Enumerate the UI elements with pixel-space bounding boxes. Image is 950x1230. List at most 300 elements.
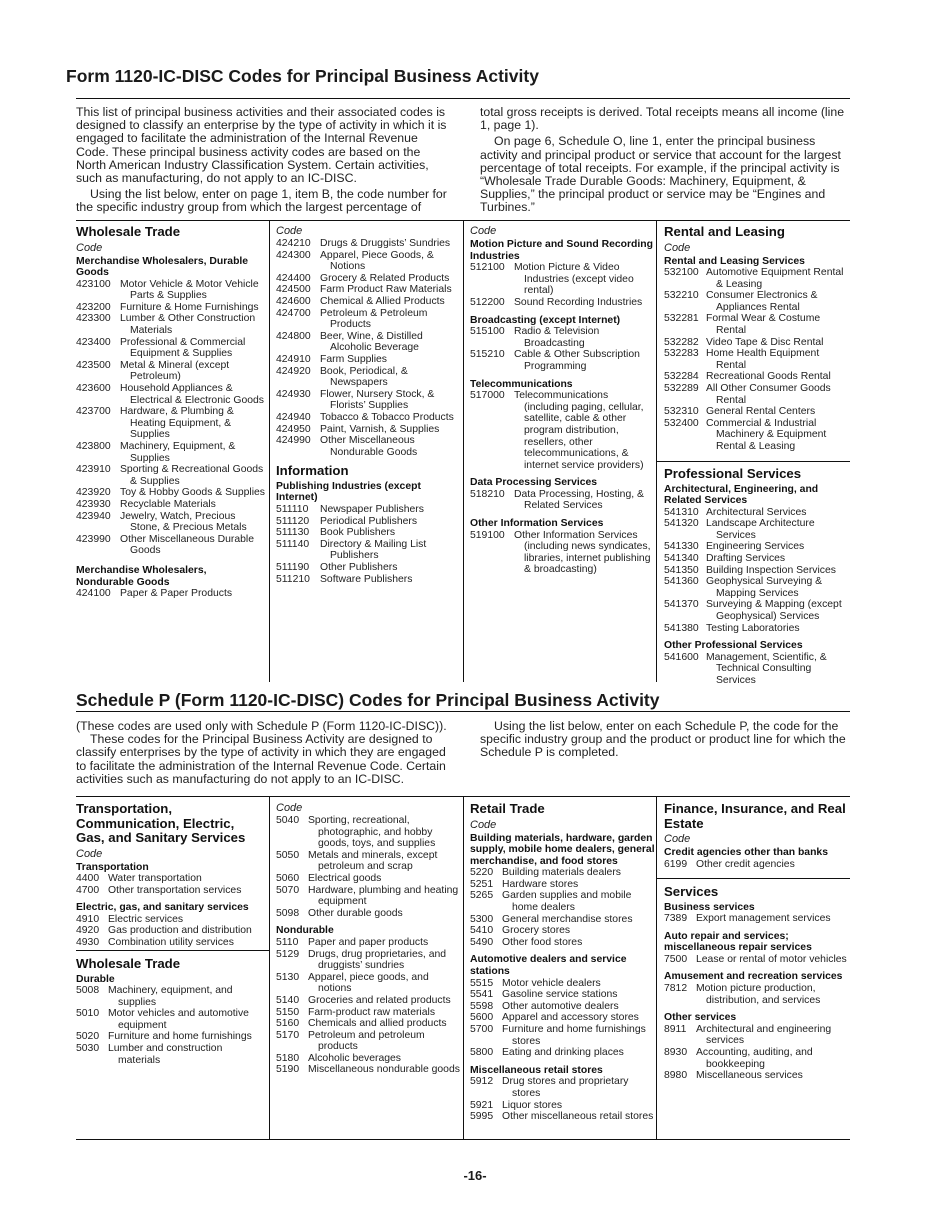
column-professional-services: [664, 467, 852, 687]
code-row: [664, 518, 852, 541]
activity-code: 4700: [76, 884, 100, 896]
code-row: [276, 504, 462, 516]
section-title: Rental and Leasing: [664, 224, 785, 239]
activity-description: Home Health Equipment Rental: [706, 348, 820, 371]
code-row: [664, 290, 852, 313]
column-retail-trade: [470, 802, 656, 1123]
code-row: [76, 383, 266, 406]
activity-code: 5921: [470, 1099, 494, 1111]
code-list: [664, 652, 852, 687]
activity-description: Paint, Varnish, & Supplies: [320, 423, 440, 435]
activity-description: Machinery, equipment, and supplies: [108, 985, 233, 1008]
activity-code: 511110: [276, 503, 309, 515]
activity-code: 5070: [276, 884, 300, 896]
code-row: [276, 250, 462, 273]
code-row: [76, 1043, 266, 1066]
activity-description: Furniture and home furnishings: [108, 1031, 252, 1043]
activity-description: Apparel, Piece Goods, & Notions: [320, 249, 434, 273]
code-row: [470, 390, 654, 471]
activity-description: General merchandise stores: [502, 913, 633, 925]
code-list: [664, 859, 852, 871]
code-row: [276, 331, 462, 354]
title-rule: [76, 711, 850, 712]
code-row: [276, 424, 462, 436]
code-list: [470, 489, 654, 512]
group-heading: Durable: [76, 973, 115, 985]
column-divider: [463, 796, 464, 1139]
code-row: [664, 565, 852, 577]
code-row: [276, 354, 462, 366]
activity-description: Water transportation: [108, 873, 202, 885]
code-list: [76, 588, 266, 600]
activity-description: Toy & Hobby Goods & Supplies: [120, 487, 265, 499]
code-row: [276, 908, 462, 920]
schedule-p-intro-right: [480, 720, 852, 760]
code-row: [470, 1024, 656, 1047]
activity-description: Motor Vehicle & Motor Vehicle Parts & Supplies: [120, 278, 259, 302]
activity-description: Newspaper Publishers: [320, 503, 424, 515]
code-row: [664, 541, 852, 553]
activity-description: Petroleum & Petroleum Products: [320, 307, 428, 331]
code-label: Code: [664, 241, 691, 254]
activity-description: Electrical goods: [308, 872, 382, 884]
code-row: [664, 383, 852, 406]
activity-code: 424940: [276, 411, 311, 423]
code-row: [664, 1047, 852, 1070]
activity-description: Lease or rental of motor vehicles: [696, 953, 847, 965]
activity-description: Alcoholic beverages: [308, 1052, 401, 1064]
code-row: [276, 972, 462, 995]
activity-code: 423920: [76, 487, 111, 499]
code-row: [664, 406, 852, 418]
activity-description: Video Tape & Disc Rental: [706, 336, 824, 348]
section-title: Wholesale Trade: [76, 956, 181, 971]
activity-description: Metal & Mineral (except Petroleum): [120, 359, 230, 383]
code-row: [76, 499, 266, 511]
code-list: [664, 983, 852, 1006]
activity-code: 7500: [664, 953, 688, 965]
group-heading: Electric, gas, and sanitary services: [76, 902, 249, 914]
code-row: [664, 553, 852, 565]
activity-code: 423800: [76, 441, 111, 452]
code-row: [76, 511, 266, 534]
activity-code: 423910: [76, 464, 111, 476]
code-list: [276, 937, 462, 1076]
intro-paragraph: Using the list below, enter on each Schedule P, the code for the specific industry group and the product or product line for which the Schedule P is completed.: [480, 719, 846, 760]
intro-paragraph: This list of principal business activities and their associated codes is designed to classify an enterprise by the type of activity in which it is engaged to facilitate the administration of the Internal Revenue Code. These principal business activity codes are based on the North American Industry Classification System. Certain activities, such as manufacturing, do not apply to an IC-DISC.: [76, 105, 447, 186]
activity-description: Farm Product Raw Materials: [320, 284, 452, 296]
activity-code: 4910: [76, 913, 100, 925]
activity-description: Paper & Paper Products: [120, 588, 233, 600]
activity-code: 532289: [664, 383, 699, 395]
activity-description: Other miscellaneous retail stores: [502, 1111, 654, 1123]
code-row: [470, 262, 654, 297]
activity-code: 423600: [76, 383, 111, 395]
code-row: [664, 337, 852, 349]
activity-description: Other food stores: [502, 936, 583, 948]
activity-code: 423400: [76, 336, 111, 348]
activity-code: 5129: [276, 948, 300, 960]
activity-code: 532400: [664, 417, 699, 429]
activity-code: 5050: [276, 849, 300, 861]
code-row: [470, 1111, 656, 1123]
activity-code: 541330: [664, 541, 699, 553]
group-heading: Amusement and recreation services: [664, 971, 843, 983]
code-row: [470, 925, 656, 937]
column-services: [664, 885, 852, 1082]
activity-code: 423700: [76, 406, 111, 418]
activity-code: 423500: [76, 359, 111, 371]
code-list: [470, 1076, 656, 1122]
code-row: [76, 925, 266, 937]
group-heading: Merchandise Wholesalers, Durable Goods: [76, 255, 249, 279]
activity-code: 424950: [276, 423, 311, 435]
code-list: [276, 504, 462, 585]
activity-description: Radio & Television Broadcasting: [514, 326, 600, 349]
activity-description: Testing Laboratories: [706, 622, 800, 634]
code-row: [276, 1064, 462, 1076]
bottom-rule: [76, 1139, 850, 1140]
column-finance: [664, 802, 852, 870]
column-rental-leasing: [664, 225, 852, 453]
activity-code: 5700: [470, 1024, 494, 1035]
code-list: [76, 873, 266, 896]
activity-description: Other transportation services: [108, 884, 242, 896]
activity-code: 5140: [276, 994, 300, 1006]
activity-code: 541380: [664, 622, 699, 634]
activity-code: 424600: [276, 295, 311, 307]
code-row: [470, 989, 656, 1001]
code-row: [76, 337, 266, 360]
code-row: [664, 954, 852, 966]
section-title: Professional Services: [664, 466, 802, 481]
column-wholesale-nondurable: [276, 225, 462, 585]
code-list: [470, 530, 654, 576]
activity-code: 423940: [76, 510, 111, 522]
activity-code: 8980: [664, 1070, 688, 1082]
activity-code: 5600: [470, 1012, 494, 1024]
code-row: [76, 937, 266, 949]
column-divider: [463, 220, 464, 682]
code-row: [664, 623, 852, 635]
code-list: [470, 867, 656, 948]
code-row: [664, 599, 852, 622]
activity-description: Automotive Equipment Rental & Leasing: [706, 267, 844, 290]
activity-description: Metals and minerals, except petroleum and scrap: [308, 849, 438, 873]
code-row: [470, 914, 656, 926]
code-row: [664, 267, 852, 290]
activity-code: 424910: [276, 353, 311, 365]
activity-code: 423990: [76, 533, 111, 545]
activity-code: 7389: [664, 913, 688, 925]
activity-description: Tobacco & Tobacco Products: [320, 411, 454, 423]
activity-code: 515100: [470, 326, 505, 338]
group-heading: Miscellaneous retail stores: [470, 1064, 603, 1076]
code-row: [76, 302, 266, 314]
activity-description: Recyclable Materials: [120, 498, 216, 510]
activity-description: Sound Recording Industries: [514, 296, 643, 308]
activity-description: Jewelry, Watch, Precious Stone, & Precious Metals: [120, 510, 247, 534]
activity-code: 5995: [470, 1111, 494, 1123]
group-heading: Building materials, hardware, garden supply, mobile home dealers, general merchandise, and food stores: [470, 832, 655, 867]
code-row: [76, 441, 266, 464]
activity-code: 532310: [664, 406, 699, 418]
activity-code: 424800: [276, 330, 311, 342]
column-wholesale-trade-p: [76, 957, 266, 1066]
activity-code: 5300: [470, 913, 494, 925]
activity-description: Beer, Wine, & Distilled Alcoholic Beverage: [320, 330, 423, 354]
code-row: [276, 937, 462, 949]
activity-description: Drug stores and proprietary stores: [502, 1076, 629, 1099]
activity-description: Architectural and engineering services: [696, 1023, 832, 1047]
activity-description: Other Publishers: [320, 561, 398, 573]
code-row: [664, 1024, 852, 1047]
code-row: [470, 1076, 656, 1099]
activity-code: 4400: [76, 873, 100, 885]
activity-description: General Rental Centers: [706, 406, 816, 418]
activity-description: Export management services: [696, 913, 831, 925]
intro-paragraph: Using the list below, enter on page 1, item B, the code number for the specific industry group from which the largest percentage of: [76, 187, 447, 215]
code-row: [76, 914, 266, 926]
column-divider: [269, 796, 270, 1139]
activity-description: Liquor stores: [502, 1099, 563, 1111]
code-list: [76, 279, 266, 557]
code-row: [276, 238, 462, 250]
activity-description: Household Appliances & Electrical & Electronic Goods: [120, 383, 264, 406]
activity-code: 511120: [276, 515, 310, 527]
activity-description: Electric services: [108, 913, 184, 925]
column-divider: [269, 220, 270, 682]
group-heading: Nondurable: [276, 925, 334, 937]
activity-code: 6199: [664, 858, 688, 870]
code-row: [276, 885, 462, 908]
activity-code: 8911: [664, 1023, 687, 1035]
activity-description: Garden supplies and mobile home dealers: [502, 890, 632, 914]
activity-code: 532283: [664, 348, 699, 360]
intro-paragraph: These codes for the Principal Business Activity are designed to classify enterprises by the type of activity in which they are engaged to facilitate the administration of the Internal Revenue Code. Certain activities such as manufacturing do not apply to an IC-DISC.: [76, 732, 446, 786]
activity-code: 7812: [664, 983, 688, 995]
activity-description: All Other Consumer Goods Rental: [706, 383, 831, 406]
activity-description: Professional & Commercial Equipment & Supplies: [120, 336, 246, 360]
code-row: [470, 1047, 656, 1059]
activity-code: 532210: [664, 290, 699, 302]
activity-code: 5170: [276, 1029, 300, 1041]
section-title: Wholesale Trade: [76, 224, 181, 239]
group-heading: Credit agencies other than banks: [664, 847, 828, 858]
group-heading: Business services: [664, 901, 755, 913]
activity-description: Farm Supplies: [320, 353, 387, 365]
code-label: Code: [76, 241, 103, 254]
activity-code: 541370: [664, 599, 699, 611]
activity-code: 424990: [276, 435, 311, 447]
code-row: [276, 1007, 462, 1019]
activity-code: 511210: [276, 573, 310, 585]
code-row: [276, 308, 462, 331]
code-row: [276, 412, 462, 424]
code-list: [276, 815, 462, 919]
column-divider: [656, 796, 657, 1139]
column-rule: [76, 950, 269, 951]
code-row: [276, 995, 462, 1007]
column-wholesale-trade: [76, 225, 266, 600]
group-heading: Motion Picture and Sound Recording Industries: [470, 239, 653, 262]
activity-description: Other Miscellaneous Durable Goods: [120, 533, 254, 557]
code-row: [664, 983, 852, 1006]
activity-code: 5008: [76, 985, 100, 997]
intro-right: [480, 106, 852, 215]
activity-description: Motion picture production, distribution, and services: [696, 983, 821, 1006]
activity-code: 5251: [470, 878, 494, 890]
activity-code: 424210: [276, 238, 311, 249]
code-list: [664, 954, 852, 966]
section-title: Transportation, Communication, Electric, Gas, and Sanitary Services: [76, 801, 246, 845]
code-list: [664, 267, 852, 453]
intro-paragraph: total gross receipts is derived. Total receipts means all income (line 1, page 1).: [480, 105, 845, 133]
section-title: Finance, Insurance, and Real Estate: [664, 801, 846, 831]
group-heading: Other services: [664, 1012, 737, 1024]
activity-description: Gas production and distribution: [108, 925, 252, 937]
activity-code: 517000: [470, 390, 505, 402]
group-heading: Rental and Leasing Services: [664, 255, 805, 267]
schedule-p-intro-left: [76, 720, 452, 786]
activity-description: Furniture & Home Furnishings: [120, 301, 259, 313]
group-heading: Data Processing Services: [470, 477, 598, 489]
activity-code: 532100: [664, 267, 699, 279]
title-rule: [76, 98, 850, 99]
code-list: [470, 326, 654, 372]
code-list: [664, 913, 852, 925]
page-number: -16-: [463, 1168, 487, 1183]
activity-code: 511140: [276, 538, 310, 550]
activity-description: Periodical Publishers: [320, 515, 418, 527]
activity-code: 423200: [76, 301, 111, 313]
activity-description: Miscellaneous nondurable goods: [308, 1064, 460, 1076]
code-row: [470, 530, 654, 576]
code-row: [470, 1012, 656, 1024]
code-row: [470, 978, 656, 990]
code-label: Code: [664, 833, 691, 845]
activity-description: Architectural Services: [706, 506, 807, 518]
activity-description: Consumer Electronics & Appliances Rental: [706, 290, 818, 313]
code-row: [276, 562, 462, 574]
code-row: [76, 279, 266, 302]
activity-description: Lumber and construction materials: [108, 1043, 223, 1066]
activity-description: Landscape Architecture Services: [706, 518, 815, 541]
code-list: [470, 262, 654, 308]
group-heading: Broadcasting (except Internet): [470, 314, 621, 326]
activity-description: Apparel and accessory stores: [502, 1012, 639, 1024]
code-row: [276, 284, 462, 296]
activity-code: 519100: [470, 529, 505, 541]
activity-description: Book Publishers: [320, 527, 396, 539]
activity-code: 8930: [664, 1047, 688, 1059]
activity-description: Surveying & Mapping (except Geophysical) Services: [706, 599, 842, 623]
code-row: [76, 873, 266, 885]
page-title: Form 1120-IC-DISC Codes for Principal Business Activity: [66, 66, 539, 86]
code-row: [664, 859, 852, 871]
column-transportation: [76, 802, 266, 949]
activity-description: Cable & Other Subscription Programming: [514, 349, 640, 372]
column-wholesale-p2: [276, 802, 462, 1076]
code-row: [276, 296, 462, 308]
activity-description: Motor vehicle dealers: [502, 977, 601, 989]
activity-code: 541320: [664, 518, 699, 530]
section-title: Information: [276, 463, 349, 479]
activity-code: 5220: [470, 867, 494, 879]
group-heading: Automotive dealers and service stations: [470, 954, 627, 978]
activity-description: Engineering Services: [706, 541, 805, 553]
activity-code: 511130: [276, 527, 310, 539]
code-row: [276, 273, 462, 285]
activity-description: Flower, Nursery Stock, & Florists’ Supplies: [320, 388, 435, 412]
activity-code: 5180: [276, 1052, 300, 1064]
code-label: Code: [470, 225, 497, 237]
code-row: [76, 1008, 266, 1031]
code-row: [664, 371, 852, 383]
activity-code: 5265: [470, 890, 494, 902]
activity-description: Data Processing, Hosting, & Related Services: [514, 488, 644, 512]
activity-code: 424920: [276, 365, 311, 377]
code-row: [470, 1100, 656, 1112]
code-label: Code: [470, 818, 497, 831]
activity-code: 424100: [76, 588, 111, 600]
group-heading: Architectural, Engineering, and Related Services: [664, 483, 819, 507]
code-row: [276, 1030, 462, 1053]
code-row: [470, 297, 654, 309]
activity-code: 541340: [664, 553, 699, 565]
activity-code: 4930: [76, 937, 100, 949]
activity-description: Eating and drinking places: [502, 1047, 624, 1059]
activity-description: Combination utility services: [108, 937, 234, 949]
code-row: [76, 360, 266, 383]
activity-description: Motor vehicles and automotive equipment: [108, 1008, 249, 1031]
activity-description: Farm-product raw materials: [308, 1006, 436, 1018]
activity-description: Machinery, Equipment, & Supplies: [120, 441, 236, 464]
activity-description: Building Inspection Services: [706, 564, 836, 576]
activity-code: 5410: [470, 925, 494, 937]
activity-code: 5598: [470, 1000, 494, 1012]
activity-code: 424500: [276, 284, 311, 296]
code-row: [664, 652, 852, 687]
code-row: [664, 313, 852, 336]
activity-code: 424700: [276, 307, 311, 319]
activity-description: Hardware, & Plumbing & Heating Equipment, & Supplies: [120, 406, 234, 441]
code-row: [664, 507, 852, 519]
activity-description: Other Miscellaneous Nondurable Goods: [320, 435, 418, 458]
code-row: [276, 539, 462, 562]
activity-code: 518210: [470, 488, 505, 500]
activity-code: 5060: [276, 872, 300, 884]
code-list: [664, 1024, 852, 1082]
activity-description: Gasoline service stations: [502, 989, 618, 1001]
code-row: [76, 313, 266, 336]
activity-code: 424930: [276, 388, 311, 400]
code-row: [470, 867, 656, 879]
code-row: [276, 949, 462, 972]
code-row: [76, 588, 266, 600]
activity-code: 5010: [76, 1008, 100, 1020]
activity-code: 5030: [76, 1043, 100, 1055]
activity-code: 5130: [276, 971, 300, 983]
activity-code: 532284: [664, 371, 699, 383]
code-row: [76, 1031, 266, 1043]
activity-code: 515210: [470, 349, 505, 361]
activity-description: Other durable goods: [308, 907, 403, 919]
activity-code: 541600: [664, 651, 699, 663]
code-row: [276, 873, 462, 885]
activity-description: Software Publishers: [320, 573, 413, 585]
code-row: [470, 349, 654, 372]
